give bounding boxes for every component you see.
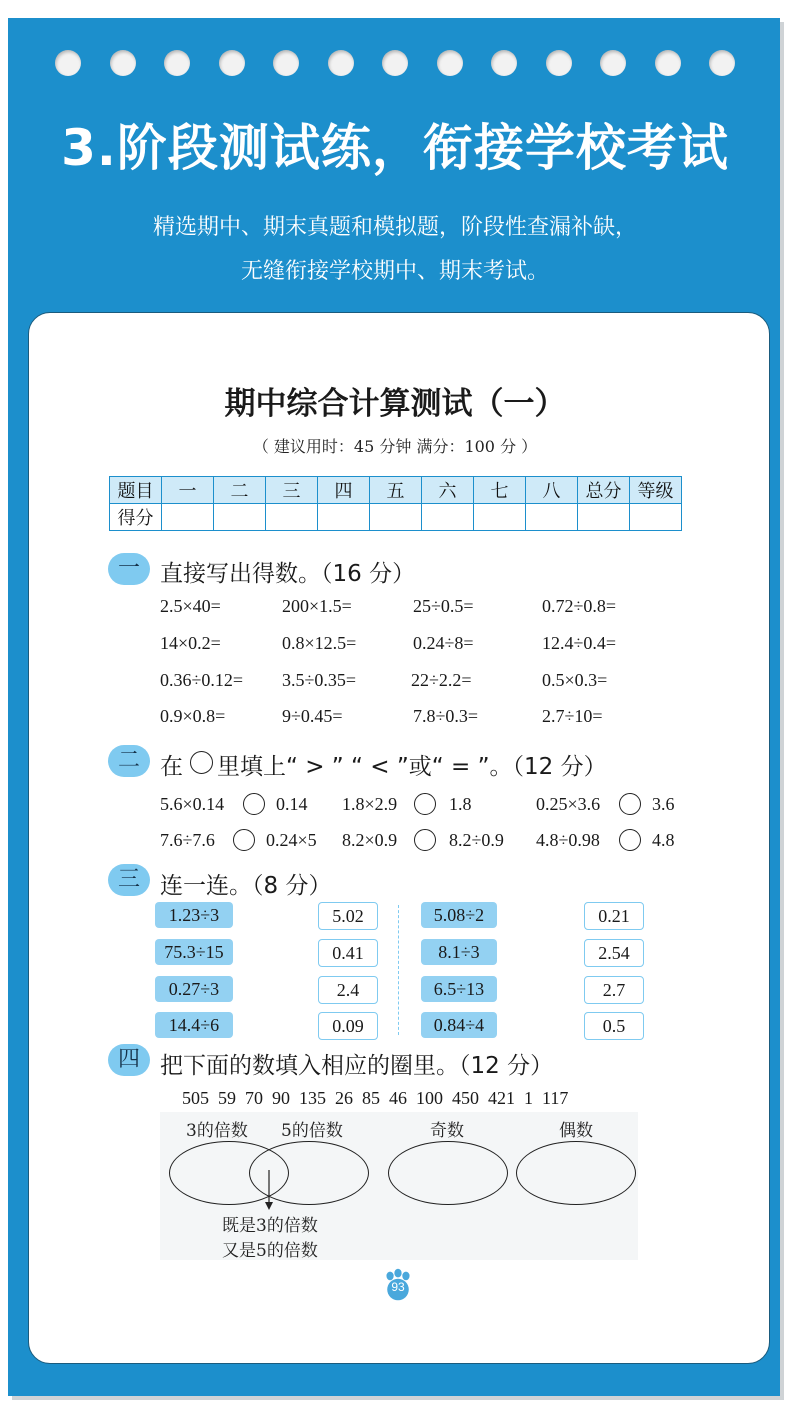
section-2-title-pre: 在 — [160, 754, 183, 780]
section-3-title: 连一连。（8 分） — [160, 873, 332, 899]
score-cell — [422, 504, 474, 531]
score-cell — [526, 504, 578, 531]
binder-hole — [382, 50, 408, 76]
match-expression[interactable]: 0.84÷4 — [421, 1012, 497, 1038]
calc-item: 0.9×0.8= — [160, 706, 226, 726]
compare-right: 1.8 — [449, 794, 472, 814]
section-3-badge: 三 — [108, 864, 150, 896]
calc-item: 3.5÷0.35= — [282, 670, 357, 690]
score-header-cell: 二 — [214, 477, 266, 504]
answer-circle-icon[interactable] — [414, 793, 436, 815]
compare-right: 8.2÷0.9 — [449, 830, 504, 850]
binder-hole — [219, 50, 245, 76]
section-4-title: 把下面的数填入相应的圈里。（12 分） — [160, 1053, 554, 1079]
calc-item: 9÷0.45= — [282, 706, 343, 726]
score-table-header-row — [110, 477, 682, 504]
headline: 3.阶段测试练，衔接学校考试 — [61, 119, 729, 177]
answer-circle-icon[interactable] — [243, 793, 265, 815]
score-cell — [266, 504, 318, 531]
score-header-cell: 总分 — [578, 477, 630, 504]
score-header-cell: 四 — [318, 477, 370, 504]
binder-hole — [600, 50, 626, 76]
binder-hole — [546, 50, 572, 76]
venn-note-line-2: 又是5的倍数 — [222, 1241, 318, 1261]
venn-circle-odd[interactable] — [388, 1141, 508, 1205]
score-row-label: 得分 — [110, 504, 162, 531]
answer-circle-icon[interactable] — [233, 829, 255, 851]
venn-note-line-1: 既是3的倍数 — [222, 1216, 318, 1236]
section-2-title-post: 里填上“ > ” “ < ”或“ = ”。（12 分） — [217, 754, 607, 780]
score-header-cell: 八 — [526, 477, 578, 504]
score-cell — [214, 504, 266, 531]
score-header-cell: 题目 — [110, 477, 162, 504]
binder-hole — [164, 50, 190, 76]
binder-hole — [55, 50, 81, 76]
subtitle-line-1: 精选期中、期末真题和模拟题，阶段性查漏补缺， — [152, 215, 637, 240]
binder-holes — [0, 50, 790, 80]
binder-hole — [110, 50, 136, 76]
match-answer[interactable]: 2.4 — [318, 976, 378, 1004]
match-expression[interactable]: 8.1÷3 — [421, 939, 497, 965]
section-4-badge: 四 — [108, 1044, 150, 1076]
number-list: 505 59 70 90 135 26 85 46 100 450 421 1 117 — [182, 1088, 569, 1108]
venn-circle-even[interactable] — [516, 1141, 636, 1205]
venn-label-multiple-3: 3的倍数 — [186, 1121, 248, 1141]
score-header-cell: 六 — [422, 477, 474, 504]
match-expression[interactable]: 14.4÷6 — [155, 1012, 233, 1038]
calc-item: 14×0.2= — [160, 633, 221, 653]
score-cell — [578, 504, 630, 531]
compare-left: 8.2×0.9 — [342, 830, 398, 850]
compare-right: 4.8 — [652, 830, 675, 850]
compare-right: 0.24×5 — [266, 830, 317, 850]
match-answer[interactable]: 0.09 — [318, 1012, 378, 1040]
answer-circle-icon[interactable] — [414, 829, 436, 851]
match-expression[interactable]: 5.08÷2 — [421, 902, 497, 928]
calc-item: 2.5×40= — [160, 596, 221, 616]
section-1-badge: 一 — [108, 553, 150, 585]
section-divider — [398, 905, 399, 1035]
score-cell — [474, 504, 526, 531]
calc-item: 0.8×12.5= — [282, 633, 357, 653]
compare-left: 4.8÷0.98 — [536, 830, 600, 850]
compare-right: 3.6 — [652, 794, 675, 814]
binder-hole — [491, 50, 517, 76]
match-answer[interactable]: 0.21 — [584, 902, 644, 930]
score-table — [109, 476, 682, 531]
score-header-cell: 五 — [370, 477, 422, 504]
binder-hole — [655, 50, 681, 76]
match-answer[interactable]: 5.02 — [318, 902, 378, 930]
compare-left: 0.25×3.6 — [536, 794, 601, 814]
venn-label-even: 偶数 — [559, 1121, 593, 1141]
score-cell — [318, 504, 370, 531]
binder-hole — [437, 50, 463, 76]
compare-left: 7.6÷7.6 — [160, 830, 215, 850]
score-header-cell: 等级 — [630, 477, 682, 504]
venn-label-multiple-5: 5的倍数 — [281, 1121, 343, 1141]
score-header-cell: 七 — [474, 477, 526, 504]
match-answer[interactable]: 0.41 — [318, 939, 378, 967]
arrow-down-icon — [262, 1170, 276, 1212]
answer-circle-icon[interactable] — [619, 793, 641, 815]
score-header-cell: 一 — [162, 477, 214, 504]
calc-item: 0.72÷0.8= — [542, 596, 617, 616]
binder-hole — [273, 50, 299, 76]
calc-item: 0.24÷8= — [413, 633, 474, 653]
score-cell — [630, 504, 682, 531]
match-expression[interactable]: 0.27÷3 — [155, 976, 233, 1002]
calc-item: 12.4÷0.4= — [542, 633, 617, 653]
calc-item: 0.5×0.3= — [542, 670, 608, 690]
match-expression[interactable]: 75.3÷15 — [155, 939, 233, 965]
match-answer[interactable]: 0.5 — [584, 1012, 644, 1040]
score-cell — [162, 504, 214, 531]
page-number: 93 — [391, 1280, 405, 1294]
score-header-cell: 三 — [266, 477, 318, 504]
calc-item: 22÷2.2= — [411, 670, 472, 690]
calc-item: 7.8÷0.3= — [413, 706, 479, 726]
match-expression[interactable]: 1.23÷3 — [155, 902, 233, 928]
paper-title: 期中综合计算测试（一） — [224, 386, 566, 422]
answer-circle-icon — [190, 751, 213, 774]
calc-item: 2.7÷10= — [542, 706, 603, 726]
compare-left: 1.8×2.9 — [342, 794, 398, 814]
subtitle-line-2: 无缝衔接学校期中、期末考试。 — [240, 259, 549, 284]
paper-note: （ 建议用时：45 分钟 满分：100 分 ） — [252, 437, 538, 456]
binder-hole — [709, 50, 735, 76]
venn-label-odd: 奇数 — [430, 1121, 464, 1141]
section-1-title: 直接写出得数。（16 分） — [160, 561, 416, 587]
calc-item: 25÷0.5= — [413, 596, 474, 616]
compare-right: 0.14 — [276, 794, 308, 814]
calc-item: 200×1.5= — [282, 596, 352, 616]
match-answer[interactable]: 2.7 — [584, 976, 644, 1004]
binder-hole — [328, 50, 354, 76]
answer-circle-icon[interactable] — [619, 829, 641, 851]
score-cell — [370, 504, 422, 531]
calc-item: 0.36÷0.12= — [160, 670, 244, 690]
section-2-badge: 二 — [108, 745, 150, 777]
compare-left: 5.6×0.14 — [160, 794, 225, 814]
match-expression[interactable]: 6.5÷13 — [421, 976, 497, 1002]
score-table-row — [110, 504, 682, 531]
match-answer[interactable]: 2.54 — [584, 939, 644, 967]
